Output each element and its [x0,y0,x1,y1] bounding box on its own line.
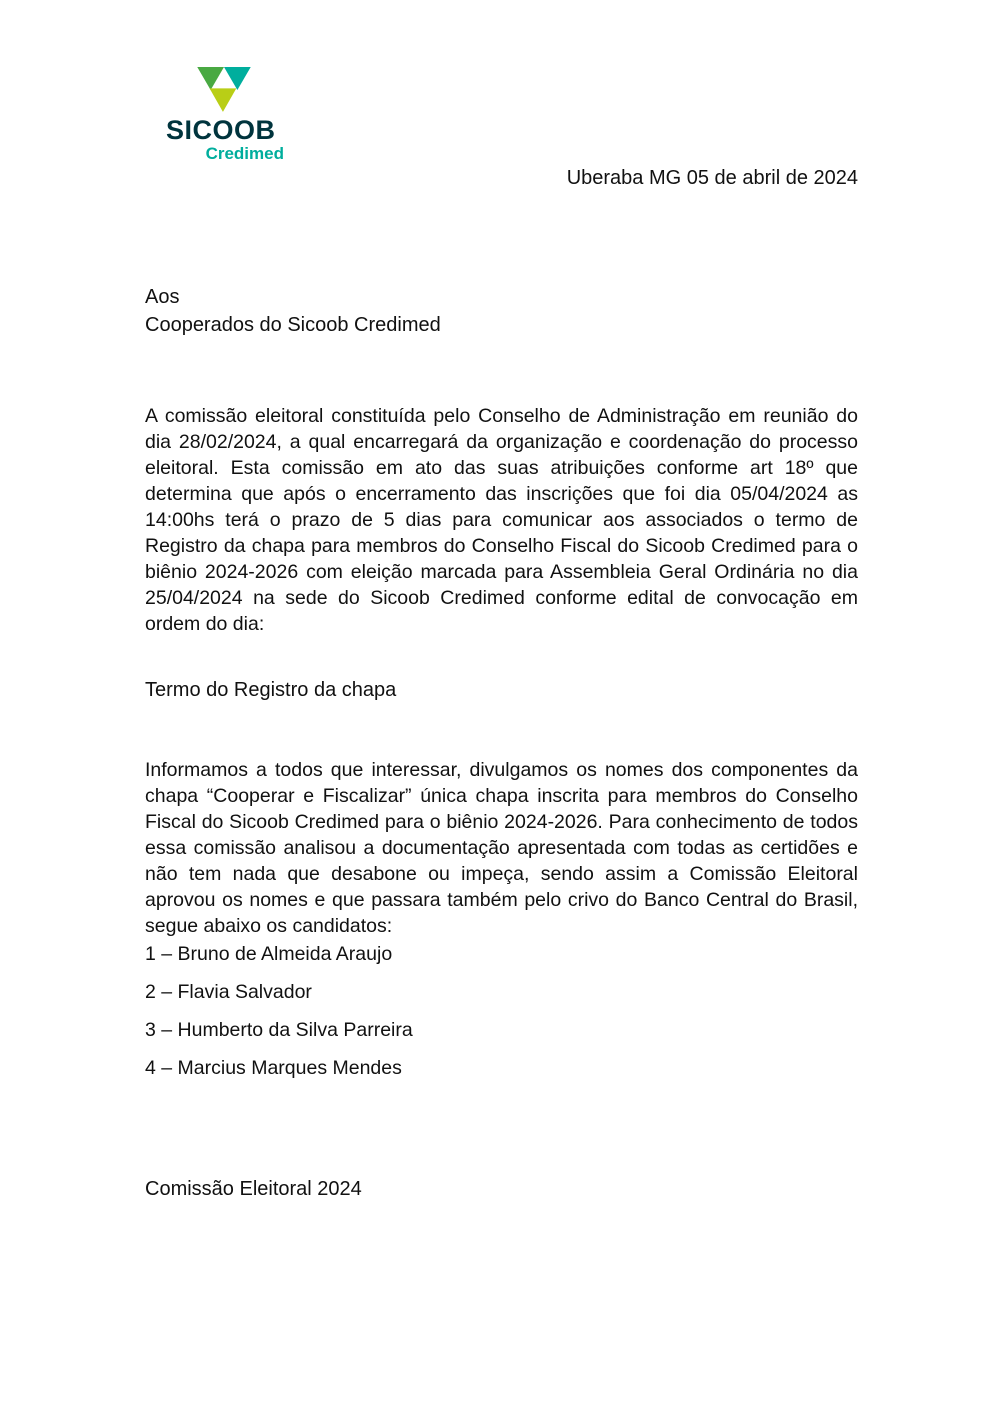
letter-signature: Comissão Eleitoral 2024 [145,1178,362,1200]
recipient-line-1: Aos [145,286,180,308]
candidate-item: 4 – Marcius Marques Mendes [145,1057,402,1079]
candidate-item: 3 – Humberto da Silva Parreira [145,1019,413,1041]
sicoob-triangles-icon [196,67,252,113]
logo-brand-text: SICOOB [166,115,276,145]
letter-recipient [145,283,441,339]
letter-paragraph-2: Informamos a todos que interessar, divulgamos os nomes dos componentes da chapa “Cooperar e Fiscalizar” única chapa inscrita para membros do Conselho Fiscal do Sicoob Credimed para o biênio 2024-2026. Para conhecimento de todos essa comissão analisou a documentação apresentada com todas as certidões e não tem nada que desabone ou impeça, sendo assim a Comissão Eleitoral aprovou os nomes e que passara também pelo crivo do Banco Central do Brasil, segue abaixo os candidatos: [145,759,858,937]
section-heading: Termo do Registro da chapa [145,679,397,701]
letter-date-line: Uberaba MG 05 de abril de 2024 [566,167,858,189]
recipient-line-2: Cooperados do Sicoob Credimed [145,314,441,336]
candidate-item: 1 – Bruno de Almeida Araujo [145,943,393,965]
logo-subbrand-text: Credimed [205,144,284,163]
candidate-item: 2 – Flavia Salvador [145,981,312,1003]
sicoob-credimed-logo [150,57,290,163]
candidate-list [145,941,413,1093]
letter-paragraph-1: A comissão eleitoral constituída pelo Conselho de Administração em reunião do dia 28/02/2024, a qual encarregará da organização e coordenação do processo eleitoral. Esta comissão em ato das suas atribuições conforme art 18º que determina que após o encerramento das inscrições que foi dia 05/04/2024 as 14:00hs terá o prazo de 5 dias para comunicar aos associados o termo de Registro da chapa para membros do Conselho Fiscal do Sicoob Credimed para o biênio 2024-2026 com eleição marcada para Assembleia Geral Ordinária no dia 25/04/2024 na sede do Sicoob Credimed conforme edital de convocação em ordem do dia: [145,405,858,635]
